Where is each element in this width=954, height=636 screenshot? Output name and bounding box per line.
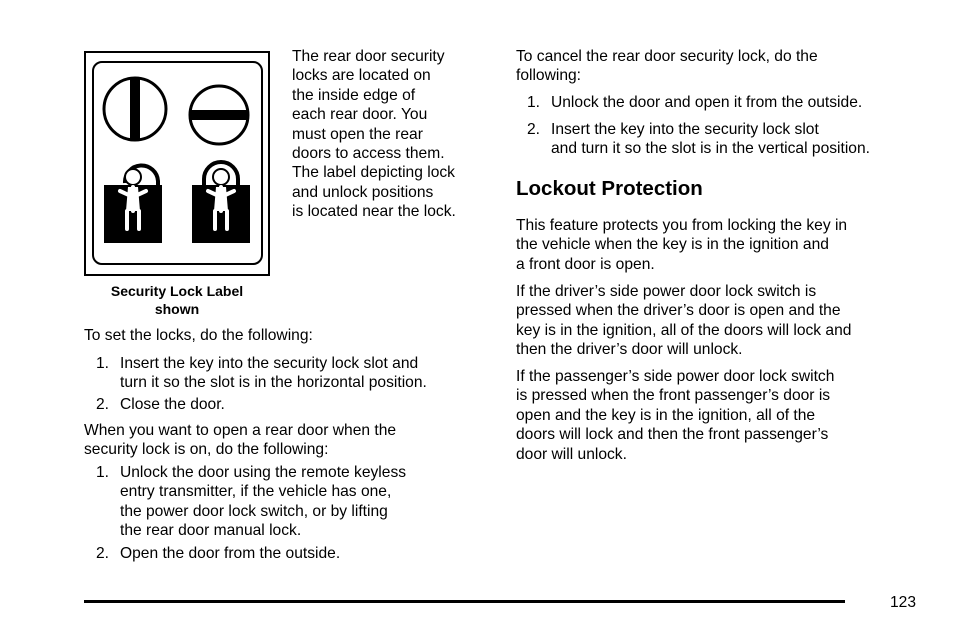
security-lock-label-figure [84,51,270,276]
horizontal-slot-icon [190,86,248,144]
page-number: 123 [890,594,917,611]
figure-side-text: The rear door security locks are located on the inside edge of each rear door. You must open the rear doors to access them. The label depicting lock and unlock positions is located near the lock. [292,48,456,221]
open-rear-intro: When you want to open a rear door when the security lock is on, do the following: [84,422,397,459]
label-border [92,61,263,265]
lockout-paragraph-2: If the driver’s side power door lock switch is pressed when the driver’s door is open and the key is in the ignition, all of the doors will lock and then the driver’s door will unlock. [516,283,852,359]
child-locked-icon [192,162,250,243]
lock-icons [92,61,263,265]
footer-rule [84,600,845,603]
vertical-slot-icon [104,78,166,140]
cancel-intro: To cancel the rear door security lock, do the following: [516,48,818,85]
section-heading: Lockout Protection [516,177,703,200]
figure-caption: Security Lock Label shown [110,283,244,317]
set-locks-intro: To set the locks, do the following: [84,327,313,344]
child-unlocked-icon [104,165,162,243]
lockout-paragraph-3: If the passenger’s side power door lock switch is pressed when the front passenger’s door is open and the key is in the ignition, all of the doors will lock and then the front passenger’s door will unlock. [516,368,835,463]
lockout-paragraph-1: This feature protects you from locking the key in the vehicle when the key is in the ignition and a front door is open. [516,217,848,273]
